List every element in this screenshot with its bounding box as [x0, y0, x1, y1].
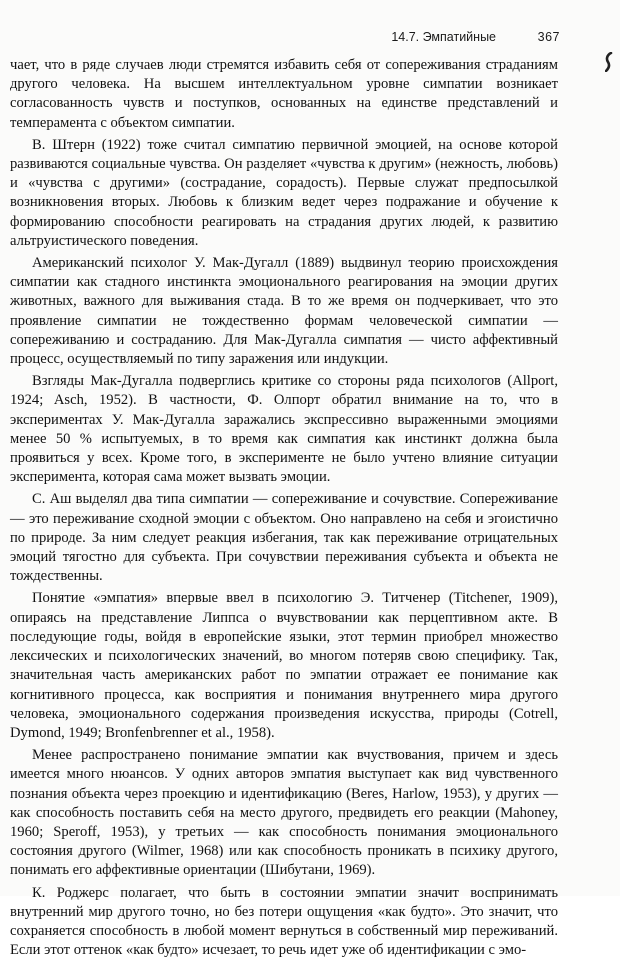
paragraph-continuation: чает, что в ряде случаев люди стремятся избавить себя от сопереживания страданиям другого человека. На высшем интеллектуальном уровне симпатии возникает согласованность чувств и поступков, основанных на единстве представлений и темперамента с объектом симпатии.: [10, 57, 558, 131]
running-header: [0, 30, 560, 48]
main-text: [10, 56, 558, 963]
paragraph-rogers: К. Роджерс полагает, что быть в состоянии эмпатии значит воспринимать внутренний мир другого точно, но без потери ощущения «как будто». Это значит, что сохраняется способность в любой момент вернуться в собственный мир переживаний. Если этот оттенок «как будто» исчезает, то речь идет уже об идентификации с эмо-: [10, 884, 558, 959]
paragraph-asch: С. Аш выделял два типа симпатии — сопереживание и сочувствие. Сопереживание — это переживание сходной эмоции с объектом. Оно направлено на себя и эгоистично по природе. За ним следует реакция избегания, так как переживание отрицательных эмоций тягостно для субъекта. При сочувствии переживания субъекта и объекта не тождественны.: [10, 491, 558, 585]
paragraph-mcdougall: Американский психолог У. Мак-Дугалл (1889) выдвинул теорию происхождения симпатии как стадного инстинкта эмоционального реагирования на эмоции других животных, важного для выживания стада. В то же время он подчеркивает, что это проявление симпатии не тождественно формам человеческой симпатии — сопереживанию и состраданию. Для Мак-Дугалла симпатия — чисто аффективный процесс, осуществляемый по типу заражения или индукции.: [10, 255, 558, 368]
paragraph-stern: В. Штерн (1922) тоже считал симпатию первичной эмоцией, на основе которой развиваются социальные чувства. Он разделяет «чувства к другим» (нежность, любовь) и «чувства с другими» (сострадание, сорадость). Первые служат предпосылкой возникновения вторых. Любовь к близким ведет через подражание и обучение к формированию способности реагировать на страдания других людей, к развитию альтруистического поведения.: [10, 136, 558, 249]
margin-mark-icon: [605, 52, 614, 72]
paragraph-empathy-views: Менее распространено понимание эмпатии как вчуствования, причем и здесь имеется много нюансов. У одних авторов эмпатия выступает как вид чувственного познания объекта через проекцию и идентификацию (Beres, Harlow, 1953), у других — как способность поставить себя на место другого, предвидеть его реакции (Mahoney, 1960; Speroff, 1953), у третьих — как способность понимания эмоционального состояния другого (Wilmer, 1968) или как способность проникать в психику другого, понимать его аффективные ориентации (Шибутани, 1969).: [10, 747, 558, 879]
paragraph-criticism: Взгляды Мак-Дугалла подверглись критике со стороны ряда психологов (Allport, 1924; Asch, 1952). В частности, Ф. Олпорт обратил внимание на то, что в экспериментах У. Мак-Дугалла заражались экспрессивно выраженными эмоциями менее 50 % испытуемых, в то время как симпатия как инстинкт должна была проявиться у всех. Кроме того, в эксперименте не было учтено влияние ситуации эксперимента, которая сама может вызвать эмоции.: [10, 373, 558, 486]
header-section-title: 14.7. Эмпатийные: [391, 30, 496, 44]
page-number: 367: [537, 30, 560, 44]
paragraph-titchener: Понятие «эмпатия» впервые ввел в психологию Э. Титченер (Titchener, 1909), опираясь на представление Липпса о вчувствовании как перцептивном акте. В последующие годы, войдя в европейские языки, этот термин приобрел множество лексических и психологических значений, во многом потеряв свою специфику. Так, значительная часть американских работ по эмпатии отражает ее понимание как когнитивного процесса, как восприятия и понимания внутреннего мира другого человека, эмоционального содержания произведения искусства, природы (Cotrell, Dymond, 1949; Bronfenbrenner et al., 1958).: [10, 590, 558, 741]
